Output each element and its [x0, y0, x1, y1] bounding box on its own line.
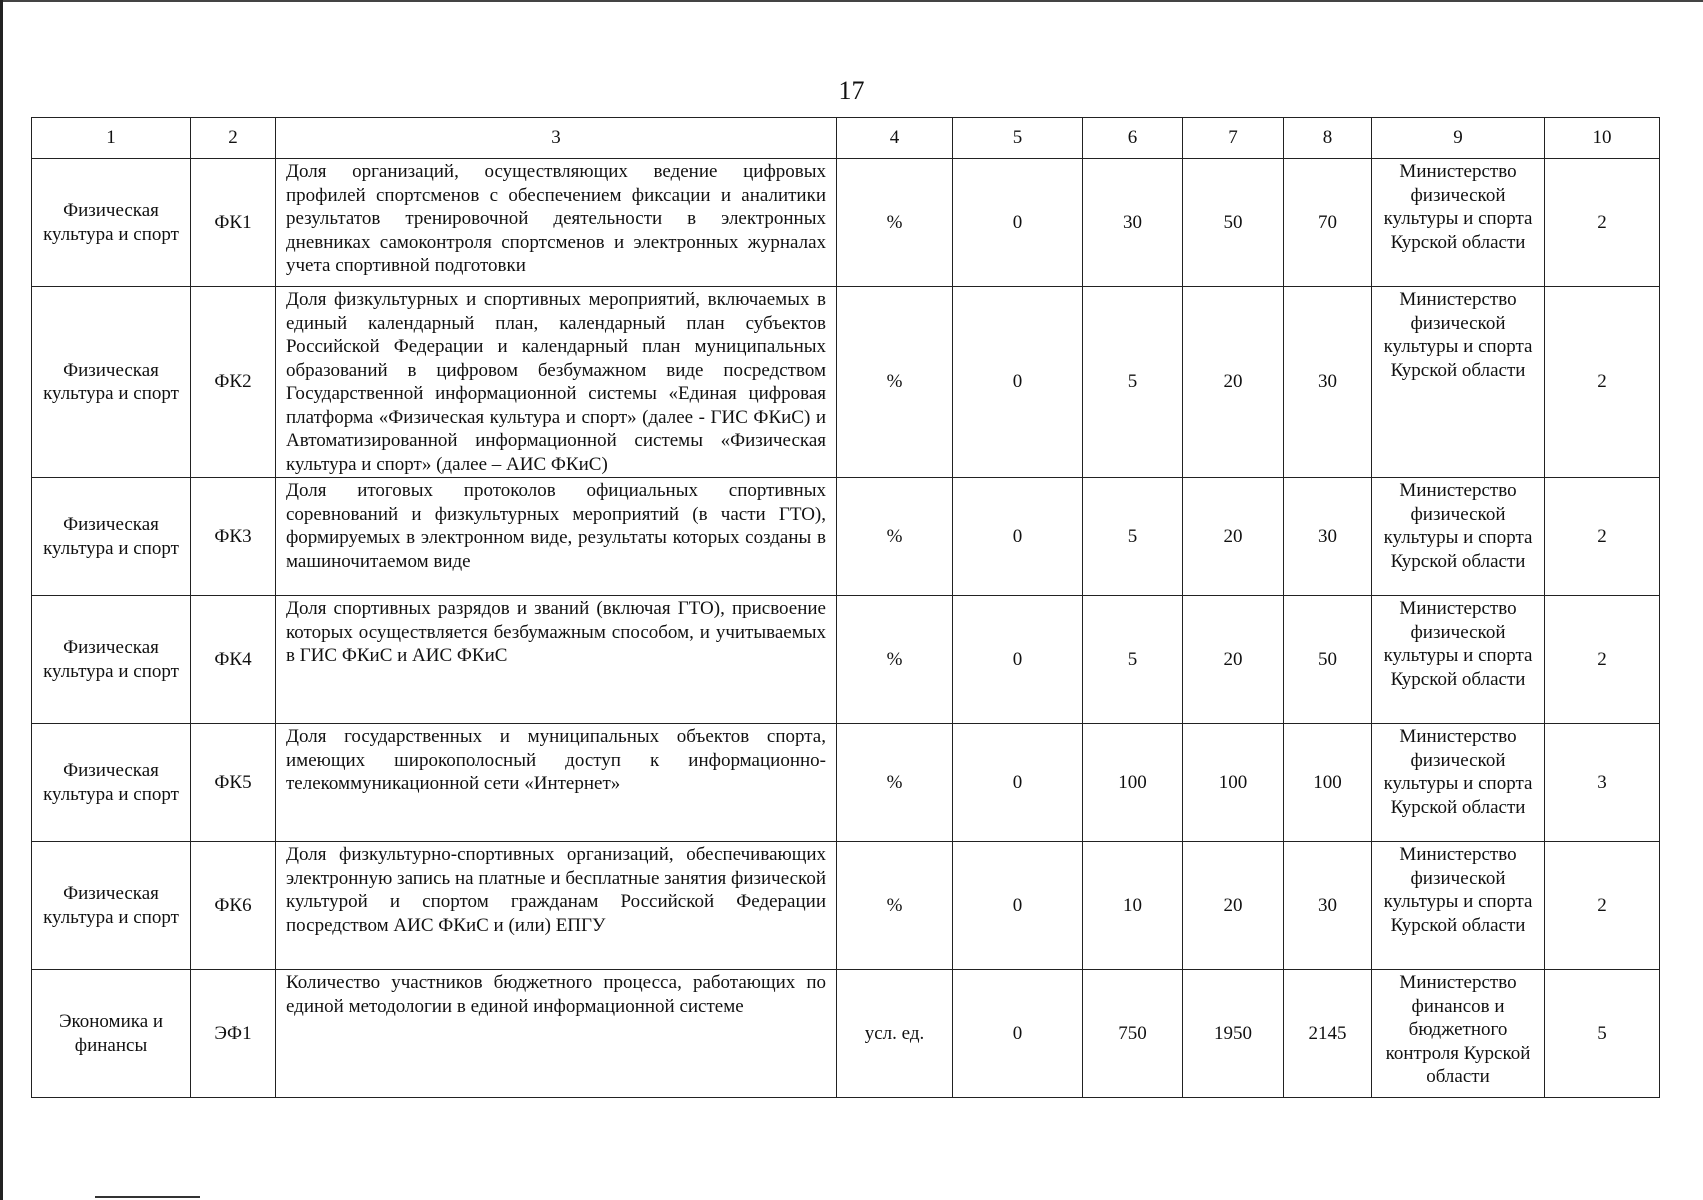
- sphere-cell: Физическая культура и спорт: [32, 596, 191, 724]
- value-cell: 30: [1284, 478, 1372, 596]
- value-cell: 0: [953, 159, 1083, 287]
- header-cell: 8: [1284, 118, 1372, 159]
- sphere-cell: Физическая культура и спорт: [32, 478, 191, 596]
- header-cell: 4: [837, 118, 953, 159]
- code-cell: ФК2: [191, 287, 276, 478]
- scan-edge-top: [0, 0, 1703, 2]
- description-cell: Доля государственных и муниципальных объектов спорта, имеющих широкополосный доступ к информационно-телекоммуникационной сети «Интернет»: [276, 724, 837, 842]
- header-cell: 6: [1083, 118, 1183, 159]
- unit-cell: %: [837, 842, 953, 970]
- header-cell: 1: [32, 118, 191, 159]
- code-cell: ФК6: [191, 842, 276, 970]
- table-row: [32, 970, 1660, 1098]
- header-cell: 3: [276, 118, 837, 159]
- description-cell: Доля физкультурно-спортивных организаций, обеспечивающих электронную запись на платные и бесплатные занятия физической культурой и спортом гражданам Российской Федерации посредством АИС ФКиС и (или) ЕПГУ: [276, 842, 837, 970]
- value-cell: 5: [1083, 287, 1183, 478]
- value-cell: 5: [1545, 970, 1660, 1098]
- value-cell: 100: [1083, 724, 1183, 842]
- scan-edge-left: [0, 0, 3, 1200]
- table-row: [32, 159, 1660, 287]
- value-cell: 0: [953, 287, 1083, 478]
- unit-cell: %: [837, 159, 953, 287]
- description-cell: Доля спортивных разрядов и званий (включая ГТО), присвоение которых осуществляется безбумажным способом, и учитываемых в ГИС ФКиС и АИС ФКиС: [276, 596, 837, 724]
- value-cell: 20: [1183, 478, 1284, 596]
- table-row: [32, 842, 1660, 970]
- unit-cell: %: [837, 724, 953, 842]
- value-cell: 0: [953, 970, 1083, 1098]
- description-cell: Доля физкультурных и спортивных мероприятий, включаемых в единый календарный план, календарный план субъектов Российской Федерации и календарный план муниципальных образований в цифровом безбумажном виде посредством Государственной информационной системы «Единая цифровая платформа «Физическая культура и спорт» (далее - ГИС ФКиС) и Автоматизированной информационной системы «Физическая культура и спорт» (далее – АИС ФКиС): [276, 287, 837, 478]
- value-cell: 70: [1284, 159, 1372, 287]
- value-cell: 2: [1545, 159, 1660, 287]
- value-cell: 2145: [1284, 970, 1372, 1098]
- sphere-cell: Физическая культура и спорт: [32, 724, 191, 842]
- value-cell: 3: [1545, 724, 1660, 842]
- value-cell: 750: [1083, 970, 1183, 1098]
- sphere-cell: Физическая культура и спорт: [32, 159, 191, 287]
- table-row: [32, 287, 1660, 478]
- indicators-table: [31, 117, 1660, 1098]
- header-cell: 5: [953, 118, 1083, 159]
- unit-cell: %: [837, 478, 953, 596]
- table-row: [32, 724, 1660, 842]
- value-cell: 5: [1083, 478, 1183, 596]
- unit-cell: усл. ед.: [837, 970, 953, 1098]
- table-row: [32, 596, 1660, 724]
- description-cell: Доля итоговых протоколов официальных спортивных соревнований и физкультурных мероприятий (в части ГТО), формируемых в электронном виде, результаты которых созданы в машиночитаемом виде: [276, 478, 837, 596]
- value-cell: 20: [1183, 842, 1284, 970]
- sphere-cell: Физическая культура и спорт: [32, 287, 191, 478]
- value-cell: 5: [1083, 596, 1183, 724]
- value-cell: 20: [1183, 287, 1284, 478]
- code-cell: ФК1: [191, 159, 276, 287]
- code-cell: ФК3: [191, 478, 276, 596]
- value-cell: 50: [1284, 596, 1372, 724]
- value-cell: 0: [953, 842, 1083, 970]
- value-cell: 50: [1183, 159, 1284, 287]
- value-cell: 2: [1545, 842, 1660, 970]
- header-cell: 2: [191, 118, 276, 159]
- page-number: 17: [838, 76, 865, 105]
- agency-cell: Министерство физической культуры и спорта Курской области: [1372, 842, 1545, 970]
- code-cell: ФК5: [191, 724, 276, 842]
- unit-cell: %: [837, 596, 953, 724]
- header-cell: 9: [1372, 118, 1545, 159]
- value-cell: 30: [1284, 287, 1372, 478]
- value-cell: 0: [953, 596, 1083, 724]
- footnote-rule: [95, 1196, 200, 1198]
- value-cell: 100: [1284, 724, 1372, 842]
- agency-cell: Министерство физической культуры и спорта Курской области: [1372, 596, 1545, 724]
- agency-cell: Министерство физической культуры и спорта Курской области: [1372, 159, 1545, 287]
- header-row: [32, 118, 1660, 159]
- agency-cell: Министерство финансов и бюджетного контроля Курской области: [1372, 970, 1545, 1098]
- value-cell: 1950: [1183, 970, 1284, 1098]
- code-cell: ФК4: [191, 596, 276, 724]
- description-cell: Доля организаций, осуществляющих ведение цифровых профилей спортсменов с обеспечением фиксации и аналитики результатов тренировочной деятельности в электронных дневниках самоконтроля спортсменов и электронных журналах учета спортивной подготовки: [276, 159, 837, 287]
- value-cell: 2: [1545, 478, 1660, 596]
- code-cell: ЭФ1: [191, 970, 276, 1098]
- header-cell: 7: [1183, 118, 1284, 159]
- value-cell: 0: [953, 478, 1083, 596]
- value-cell: 2: [1545, 596, 1660, 724]
- unit-cell: %: [837, 287, 953, 478]
- value-cell: 100: [1183, 724, 1284, 842]
- sphere-cell: Экономика и финансы: [32, 970, 191, 1098]
- value-cell: 0: [953, 724, 1083, 842]
- description-cell: Количество участников бюджетного процесса, работающих по единой методологии в единой информационной системе: [276, 970, 837, 1098]
- table-row: [32, 478, 1660, 596]
- sphere-cell: Физическая культура и спорт: [32, 842, 191, 970]
- value-cell: 30: [1083, 159, 1183, 287]
- value-cell: 2: [1545, 287, 1660, 478]
- value-cell: 20: [1183, 596, 1284, 724]
- agency-cell: Министерство физической культуры и спорта Курской области: [1372, 287, 1545, 478]
- agency-cell: Министерство физической культуры и спорта Курской области: [1372, 478, 1545, 596]
- header-cell: 10: [1545, 118, 1660, 159]
- value-cell: 10: [1083, 842, 1183, 970]
- value-cell: 30: [1284, 842, 1372, 970]
- agency-cell: Министерство физической культуры и спорта Курской области: [1372, 724, 1545, 842]
